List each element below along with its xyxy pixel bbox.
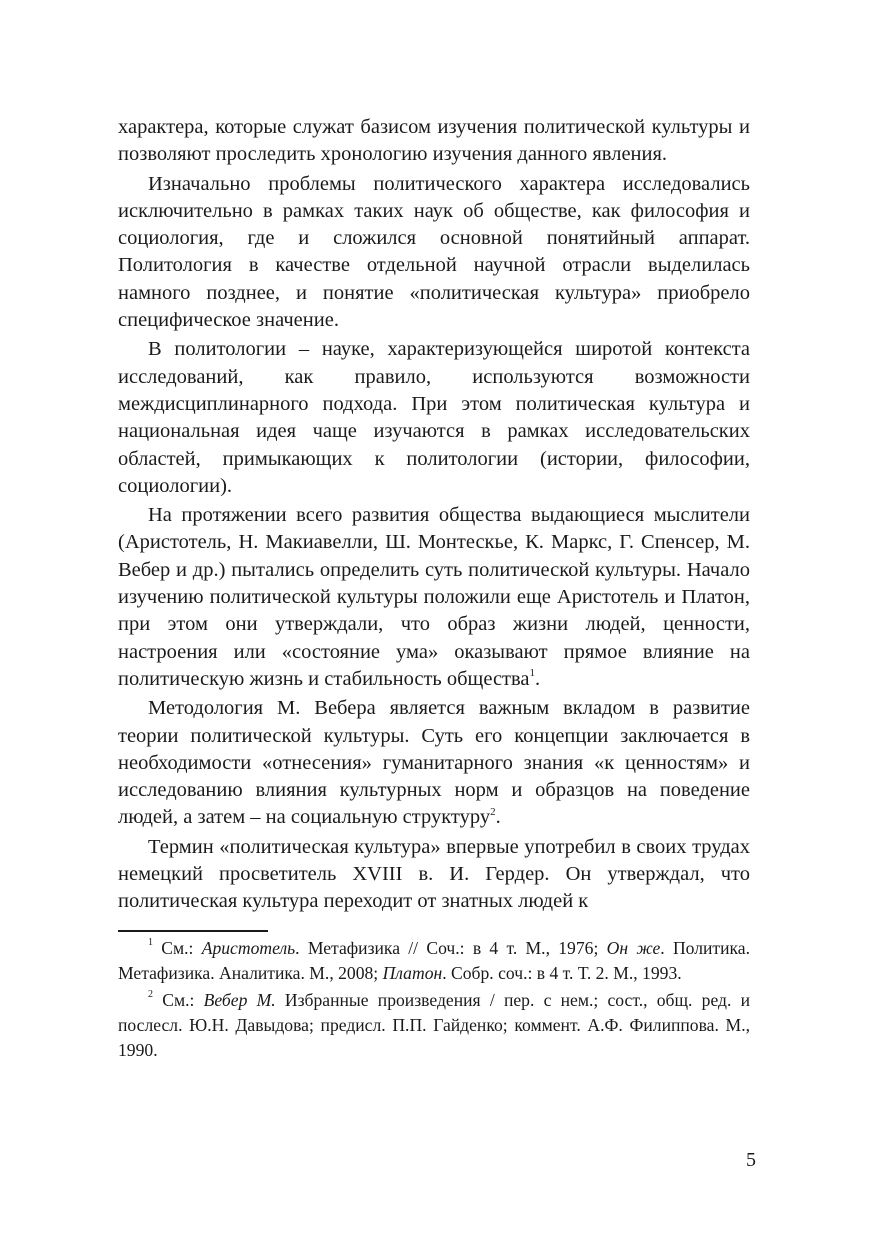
footnote-1-text-3: . Собр. соч.: в 4 т. Т. 2. М., 1993. [442,962,682,983]
page-number: 5 [746,1149,756,1171]
footnote-1-author-3: Платон [382,962,443,983]
paragraph-5-period: . [495,806,501,829]
footnote-1-author-1: Аристотель [201,937,296,958]
paragraph-1-text: характера, которые служат базисом изучения политической культуры и позволяют проследить хронологию изучения данного явления. [118,116,750,166]
paragraph-2-text: Изначально проблемы политического характера исследовались исключительно в рамках таких наук об обществе, как философия и социология, где и сложился основной понятийный аппарат. Политология в качестве отдельной научной отрасли выделилась намного позднее, и понятие «политическая культура» приобрело специфическое значение. [118,172,750,332]
footnote-1-text-1: . Метафизика // Соч.: в 4 т. М., 1976; [295,937,607,958]
footnote-2-pre: См.: [153,989,204,1010]
footnote-2-marker: 2 [148,988,153,1000]
paragraph-6-text: Термин «политическая культура» впервые употребил в своих трудах немецкий просветитель XVIII в. И. Гердер. Он утверждал, что политическая культура переходит от знатных людей к [118,835,750,913]
paragraph-1 [118,114,750,169]
footnote-divider [118,930,268,932]
footnote-2-author-1: Вебер М. [203,989,276,1010]
main-text [118,114,750,916]
book-page [118,114,750,1063]
footnote-ref-1: 1 [529,667,536,680]
paragraph-6 [118,834,750,916]
paragraph-2 [118,171,750,335]
footnote-ref-2: 2 [490,805,496,818]
paragraph-3 [118,336,750,500]
paragraph-5-text: Методология М. Вебера является важным вкладом в развитие теории политической культуры. Суть его концепции заключается в необходимости «отнесения» гуманитарного знания «к ценностям» и исследованию влияния культурных норм и образцов на поведение людей, а затем – на социальную структуру [118,697,750,829]
paragraph-5 [118,695,750,831]
footnotes [118,936,750,1063]
paragraph-4-text: На протяжении всего развития общества выдающиеся мыслители (Аристотель, Н. Макиавелли, Ш. Монтескье, К. Маркс, Г. Спенсер, М. Вебер и др.) пытались определить суть политической культуры. Начало изучению политической культуры положили еще Аристотель и Платон, при этом они утверждали, что образ жизни людей, ценности, настроения или «состояние ума» оказывают прямое влияние на политическую жизнь и стабильность общества [118,504,750,690]
paragraph-4 [118,502,750,693]
footnote-1-marker: 1 [148,936,153,948]
footnote-2 [118,988,750,1063]
footnote-1-author-2: Он же [606,937,661,958]
paragraph-4-period: . [535,667,541,690]
paragraph-3-text: В политологии – науке, характеризующейся широтой контекста исследований, как правило, используются возможности междисциплинарного подхода. При этом политическая культура и национальная идея чаще изучаются в рамках исследовательских областей, примыкающих к политологии (истории, философии, социологии). [118,338,750,497]
footnote-2-text-1: Избранные произведения / пер. с нем.; сост., общ. ред. и послесл. Ю.Н. Давыдова; предисл. П.П. Гайденко; коммент. А.Ф. Филиппова. М., 1990. [118,989,751,1060]
footnote-1-text-2: . Политика. Метафизика. Аналитика. М., 2008; [118,937,750,983]
footnote-1-pre: См.: [153,937,202,958]
footnote-1 [118,936,750,986]
